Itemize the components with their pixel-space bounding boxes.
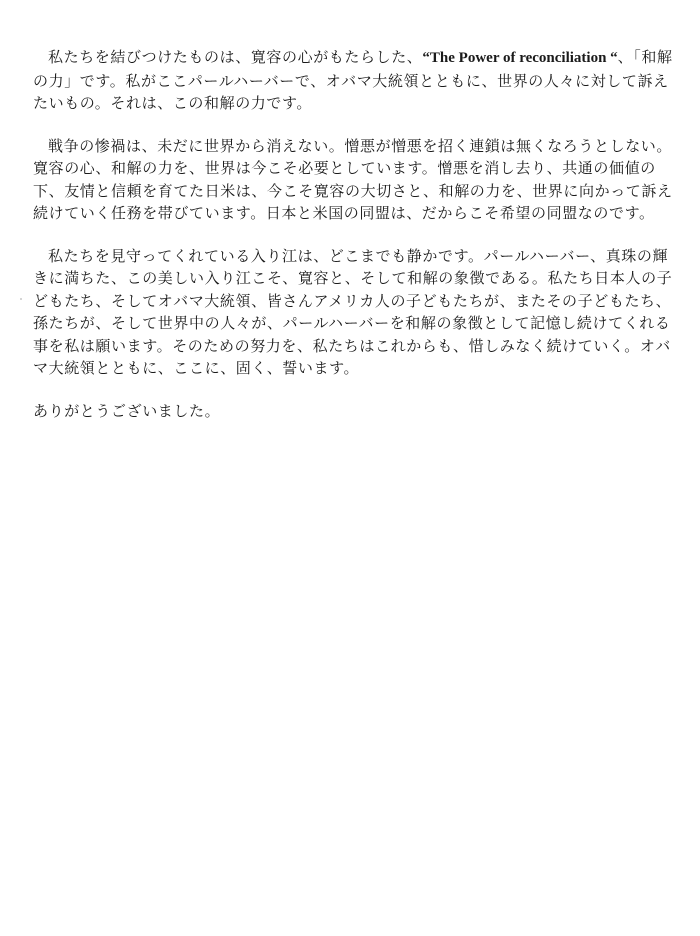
paragraph-war: 戦争の惨禍は、未だに世界から消えない。憎悪が憎悪を招く連鎖は無くなろうとしない。寛容の心、和解の力を、世界は今こそ必要としています。憎悪を消し去り、共通の価値の下、友情と信頼を育てた日米は、今こそ寛容の大切さと、和解の力を、世界に向かって訴え続けていく任務を帯びています。日本と米国の同盟は、だからこそ希望の同盟なのです。 [33,136,673,222]
paragraph-inlet: 私たちを見守ってくれている入り江は、どこまでも静かです。パールハーバー、真珠の輝きに満ちた、この美しい入り江こそ、寛容と、そして和解の象徴である。私たち日本人の子どもたち、そしてオバマ大統領、皆さんアメリカ人の子どもたちが、またその子どもたち、孫たちが、そして世界中の人々が、パールハーバーを和解の象徴として記憶し続けてくれる事を私は願います。そのための努力を、私たちはこれからも、惜しみなく続けていく。オバマ大統領とともに、ここに、固く、誓います。 [33,246,673,377]
scan-speck [20,298,22,300]
power-of-reconciliation-phrase: “The Power of reconciliation “ [422,50,618,66]
paragraph-1-lead: 私たちを結びつけたものは、寛容の心がもたらした、 [48,48,423,66]
speech-text [33,46,673,442]
paragraph-reconciliation [33,46,673,115]
closing-thanks: ありがとうございました。 [33,401,221,420]
paragraph-1-rest: 、「和解の力」です。私がここパールハーバーで、オバマ大統領とともに、世界の人々に対して訴えたいもの。それは、この和解の力です。 [33,48,673,112]
